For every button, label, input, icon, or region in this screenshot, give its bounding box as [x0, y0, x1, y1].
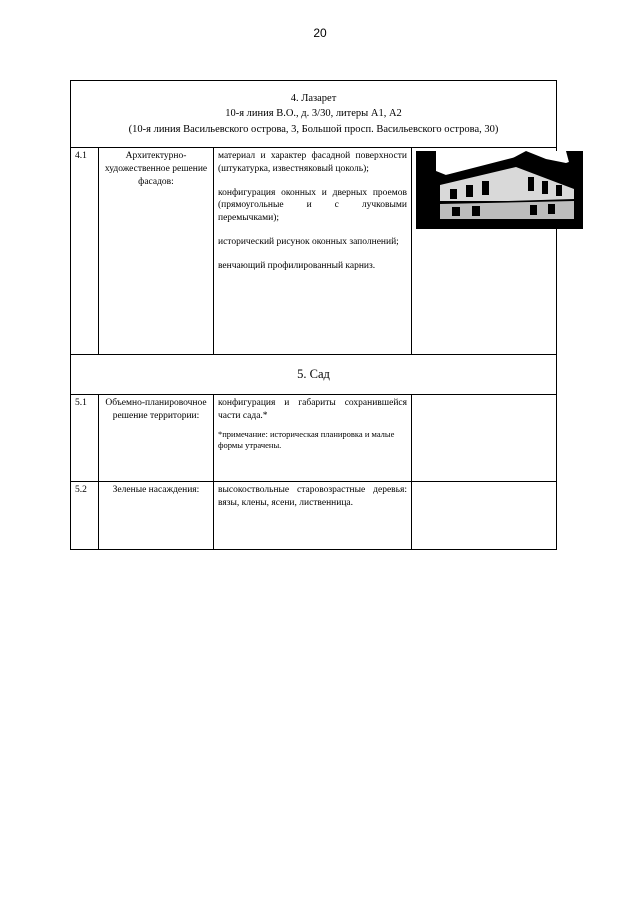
description-item: венчающий профилированный карниз. — [218, 260, 376, 271]
table-row — [71, 395, 557, 482]
section-4-header — [71, 81, 557, 148]
row-description — [214, 395, 412, 482]
description-item: материал и характер фасадной поверхности (штукатурка, известняковый цоколь); — [218, 151, 407, 174]
protection-table — [70, 80, 557, 550]
section-4-address: 10-я линия В.О., д. 3/30, литеры А1, А2 — [225, 108, 402, 120]
table-row — [71, 148, 557, 355]
section-5-header-row — [71, 355, 557, 395]
description-text: конфигурация и габариты сохранившейся части сада.* — [218, 398, 407, 421]
row-label: Объемно-планировочное решение территории: — [99, 395, 214, 482]
section-4-header-row — [71, 81, 557, 148]
description-note: *примечание: историческая планировка и малые формы утрачены. — [218, 428, 395, 451]
section-5-header: 5. Сад — [71, 355, 557, 395]
page-number: 20 — [313, 26, 327, 40]
description-item: конфигурация оконных и дверных проемов (прямоугольные и с лучковыми перемычками); — [218, 187, 407, 224]
description-item: исторический рисунок оконных заполнений; — [218, 237, 399, 248]
row-label: Архитектурно-художественное решение фасадов: — [99, 148, 214, 355]
row-description — [214, 148, 412, 355]
empty-cell — [412, 395, 557, 482]
table-row — [71, 482, 557, 550]
description-text: высокоствольные старовозрастные деревья: вязы, клены, ясени, лиственница. — [218, 485, 407, 508]
row-number: 5.2 — [71, 482, 99, 550]
section-4-address-alt: (10-я линия Васильевского острова, 3, Большой просп. Васильевского острова, 30) — [128, 123, 499, 135]
row-number: 5.1 — [71, 395, 99, 482]
row-label: Зеленые насаждения: — [99, 482, 214, 550]
empty-cell — [412, 482, 557, 550]
row-number: 4.1 — [71, 148, 99, 355]
row-description — [214, 482, 412, 550]
building-photo — [416, 151, 583, 229]
section-4-title: 4. Лазарет — [290, 93, 337, 105]
photo-cell — [412, 148, 557, 355]
